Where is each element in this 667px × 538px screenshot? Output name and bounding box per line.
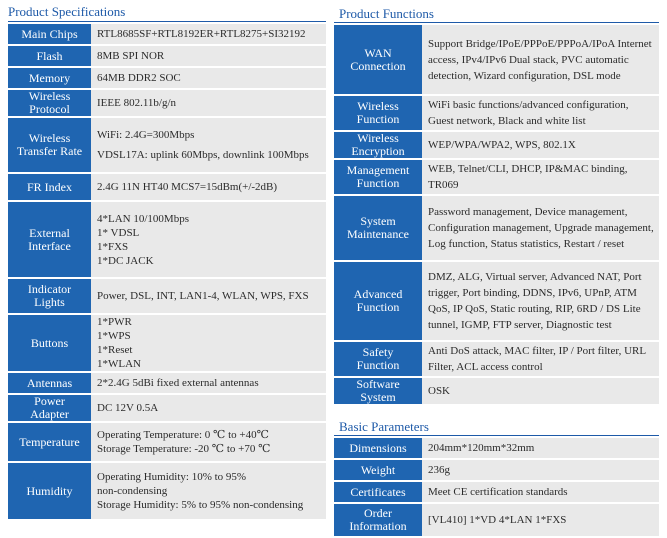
row-label: [334, 378, 422, 404]
spec-row-external-interface: [8, 202, 326, 277]
row-label: [8, 46, 91, 66]
spec-row-management-function: [334, 160, 659, 194]
spec-row-dimensions: [334, 438, 659, 458]
row-label-line: Power: [34, 394, 65, 408]
row-value: [422, 132, 659, 158]
row-label: [8, 174, 91, 200]
spec-row-buttons: [8, 315, 326, 371]
row-label-line: Protocol: [29, 102, 70, 116]
row-label-line: Information: [349, 519, 407, 533]
row-value: [91, 68, 326, 88]
row-value: [91, 202, 326, 277]
row-value: [91, 90, 326, 116]
row-label-line: Transfer Rate: [16, 144, 83, 158]
row-label: [334, 504, 422, 536]
row-label: [8, 395, 91, 421]
row-value-line: Anti DoS attack, MAC filter, IP / Port filter, URL Filter, ACL access control: [428, 345, 646, 373]
row-label: [8, 315, 91, 371]
row-label: [334, 160, 422, 194]
row-label-line: Memory: [28, 70, 71, 85]
row-value: [422, 262, 659, 340]
row-value-line: 1*WPS: [97, 330, 131, 342]
row-label-line: Wireless: [357, 99, 399, 113]
row-value: [91, 373, 326, 393]
spec-row-software-system: [334, 378, 659, 404]
row-value-line: WiFi: 2.4G=300Mbps: [97, 129, 195, 141]
spec-row-wireless-transfer-rate: [8, 118, 326, 172]
row-label-line: Function: [356, 358, 400, 372]
spec-row-weight: [334, 460, 659, 480]
row-label-line: Function: [356, 112, 400, 126]
product-specifications-title: Product Specifications: [8, 4, 126, 19]
row-value: [422, 196, 659, 260]
row-value-line: 64MB DDR2 SOC: [97, 72, 181, 84]
row-value: [91, 118, 326, 172]
row-value-line: 1*WLAN: [97, 358, 141, 370]
spec-row-advanced-function: [334, 262, 659, 340]
row-label: [8, 423, 91, 461]
row-label-line: Wireless: [357, 131, 399, 145]
row-value: [422, 25, 659, 94]
row-label-line: Weight: [360, 462, 396, 477]
row-value-line: DC 12V 0.5A: [97, 402, 159, 414]
row-value-line: IEEE 802.11b/g/n: [97, 97, 177, 109]
row-value: [422, 378, 659, 404]
row-value-line: Power, DSL, INT, LAN1-4, WLAN, WPS, FXS: [97, 290, 309, 302]
row-value-line: 1*FXS: [97, 240, 129, 253]
row-label-line: Order: [364, 506, 392, 520]
row-label: [334, 482, 422, 502]
row-label: [8, 463, 91, 519]
spec-row-memory: [8, 68, 326, 88]
row-label-line: Dimensions: [349, 440, 407, 455]
basic-parameters-title: Basic Parameters: [339, 419, 429, 434]
row-label-line: Indicator: [27, 282, 72, 296]
row-label: [334, 196, 422, 260]
row-value: [91, 174, 326, 200]
spec-row-humidity: [8, 463, 326, 519]
row-value: [422, 482, 659, 502]
row-value-line: Operating Temperature: 0 ℃ to +40℃: [97, 429, 269, 441]
product-functions-table: [334, 23, 659, 406]
row-value-line: 1*PWR: [97, 316, 132, 328]
row-value-line: WEP/WPA/WPA2, WPS, 802.1X: [428, 139, 576, 151]
row-value: [91, 279, 326, 313]
row-value-line: 204mm*120mm*32mm: [428, 442, 535, 454]
row-label: [8, 68, 91, 88]
row-value-line: WEB, Telnet/CLI, DHCP, IP&MAC binding, TR069: [428, 163, 628, 191]
row-label: [8, 202, 91, 277]
row-value: [91, 395, 326, 421]
row-label: [8, 90, 91, 116]
row-label-line: Connection: [350, 58, 406, 73]
row-label-line: Temperature: [19, 434, 80, 449]
row-value: [422, 342, 659, 376]
row-label-line: Maintenance: [347, 227, 409, 241]
row-label-line: Certificates: [350, 484, 406, 499]
row-value-line: VDSL17A: uplink 60Mbps, downlink 100Mbps: [97, 149, 309, 161]
row-value-line: 4*LAN 10/100Mbps: [97, 212, 189, 225]
row-value: [91, 463, 326, 519]
spec-row-main-chips: [8, 24, 326, 44]
spec-row-fr-index: [8, 174, 326, 200]
row-value: [91, 423, 326, 461]
row-label: [334, 262, 422, 340]
row-value-line: Storage Temperature: -20 ℃ to +70 ℃: [97, 443, 271, 455]
spec-row-temperature: [8, 423, 326, 461]
spec-row-wan-connection: [334, 25, 659, 94]
spec-row-safety-function: [334, 342, 659, 376]
row-value-line: 2*2.4G 5dBi fixed external antennas: [97, 377, 259, 389]
row-label-line: Function: [356, 176, 400, 190]
row-value-line: Meet CE certification standards: [428, 486, 568, 498]
row-label: [334, 460, 422, 480]
spec-row-order-information: [334, 504, 659, 536]
row-label-line: Encryption: [351, 144, 405, 158]
row-label: [334, 132, 422, 158]
row-label-line: Antennas: [26, 375, 73, 390]
row-value: [91, 24, 326, 44]
row-value-line: non-condensing: [97, 485, 168, 497]
row-label-line: Software: [356, 377, 400, 391]
row-value: [422, 504, 659, 536]
row-label-line: System: [360, 214, 396, 228]
product-specifications-table: [8, 22, 326, 521]
basic-parameters-table: [334, 436, 659, 538]
row-value-line: 1* VDSL: [97, 226, 140, 239]
row-label: [334, 342, 422, 376]
row-value-line: 1*Reset: [97, 344, 133, 356]
row-value: [91, 46, 326, 66]
row-label-line: Function: [356, 300, 400, 314]
row-label: [8, 118, 91, 172]
row-value: [422, 160, 659, 194]
row-label-line: Adapter: [30, 407, 69, 421]
row-value-line: 1*DC JACK: [97, 254, 154, 267]
spec-row-wireless-protocol: [8, 90, 326, 116]
spec-row-indicator-lights: [8, 279, 326, 313]
row-label: [334, 438, 422, 458]
row-value: [422, 438, 659, 458]
row-value-line: DMZ, ALG, Virtual server, Advanced NAT, Port trigger, Port binding, DDNS, IPv6, UPnP, ATM QoS, IP QoS, Static routing, RIP, 6RD / DS Lite tunnel, IGMP, FTP server, Diagnostic test: [428, 271, 642, 331]
row-label-line: Management: [346, 163, 410, 177]
row-value-line: WiFi basic functions/advanced configuration, Guest network, Black and white list: [428, 99, 629, 127]
spec-row-power-adapter: [8, 395, 326, 421]
row-value-line: Storage Humidity: 5% to 95% non-condensing: [97, 499, 304, 511]
row-label-line: Wireless: [28, 89, 71, 103]
row-value-line: [VL410] 1*VD 4*LAN 1*FXS: [428, 514, 567, 526]
row-value: [422, 96, 659, 130]
row-label-line: Lights: [34, 295, 65, 309]
spec-row-system-maintenance: [334, 196, 659, 260]
row-label-line: Flash: [36, 48, 63, 63]
row-label-line: WAN: [364, 45, 392, 60]
product-functions-title: Product Functions: [339, 6, 434, 21]
spec-row-antennas: [8, 373, 326, 393]
row-label-line: Interface: [28, 238, 71, 253]
row-value: [91, 315, 326, 371]
row-label: [8, 373, 91, 393]
row-label: [334, 25, 422, 94]
row-label: [334, 96, 422, 130]
row-value-line: 236g: [428, 464, 450, 476]
row-label: [8, 24, 91, 44]
row-value-line: Password management, Device management, Configuration management, Upgrade management, Log function, Status statistics, Restart / reset: [428, 206, 654, 250]
row-label-line: Advanced: [353, 287, 403, 301]
row-label-line: Wireless: [28, 131, 71, 145]
row-value-line: 8MB SPI NOR: [97, 50, 165, 62]
row-value: [422, 460, 659, 480]
row-value-line: 2.4G 11N HT40 MCS7=15dBm(+/-2dB): [97, 181, 278, 193]
row-value-line: RTL8685SF+RTL8192ER+RTL8275+SI32192: [97, 28, 306, 40]
row-value-line: Support Bridge/IPoE/PPPoE/PPPoA/IPoA Internet access, IPv4/IPv6 Dual stack, PVC automatic detection, Wizard configuration, DSL mode: [428, 37, 652, 82]
row-label-line: Safety: [362, 345, 394, 359]
row-value-line: OSK: [428, 385, 451, 397]
spec-row-wireless-encryption: [334, 132, 659, 158]
row-label-line: External: [29, 225, 70, 240]
row-label-line: Humidity: [26, 483, 73, 498]
row-label-line: Main Chips: [21, 26, 78, 41]
spec-row-flash: [8, 46, 326, 66]
spec-row-wireless-function: [334, 96, 659, 130]
spec-row-certificates: [334, 482, 659, 502]
row-label-line: Buttons: [30, 335, 69, 350]
row-label: [8, 279, 91, 313]
row-value-line: Operating Humidity: 10% to 95%: [97, 471, 247, 483]
row-label-line: FR Index: [27, 179, 72, 194]
row-label-line: System: [360, 390, 396, 404]
